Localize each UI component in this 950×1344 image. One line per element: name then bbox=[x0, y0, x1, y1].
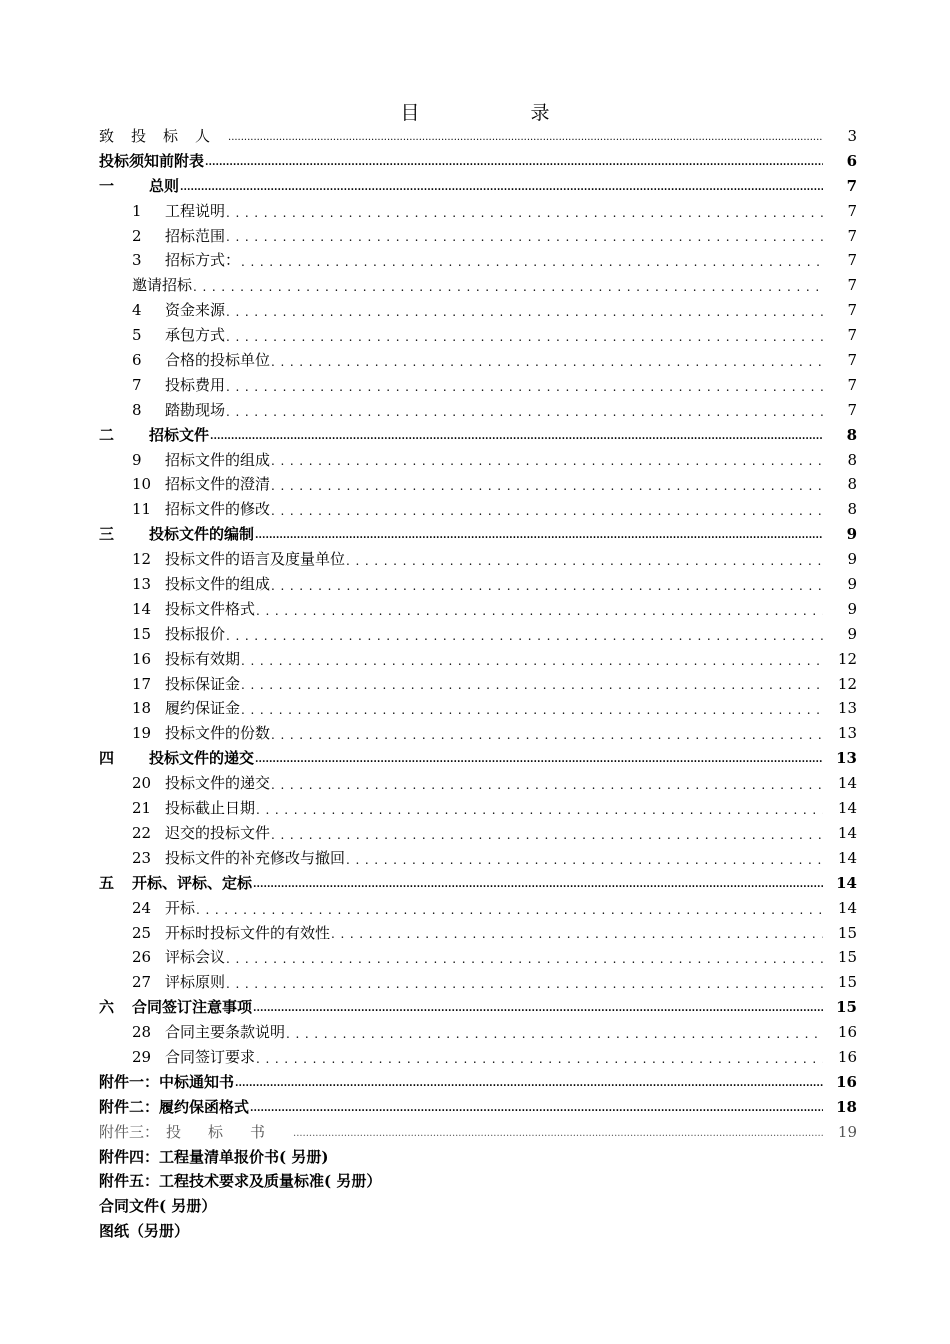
toc-entry-text bbox=[132, 448, 270, 473]
toc-page-number: 15 bbox=[836, 998, 857, 1017]
toc-page-number: 8 bbox=[846, 425, 857, 444]
toc-page-number: 9 bbox=[847, 624, 857, 643]
toc-entry[interactable] bbox=[99, 572, 857, 597]
toc-entry-text bbox=[99, 1194, 216, 1219]
dot-leader bbox=[241, 672, 823, 697]
dot-leader bbox=[271, 448, 823, 473]
dot-leader bbox=[346, 846, 823, 871]
toc-page-number: 3 bbox=[847, 127, 857, 145]
dot-leader bbox=[271, 721, 823, 746]
toc-entry[interactable] bbox=[99, 1045, 857, 1070]
toc-entry-number: 7 bbox=[132, 375, 142, 394]
dot-leader bbox=[180, 174, 823, 199]
toc-entry[interactable] bbox=[99, 970, 857, 995]
toc-entry-number: 10 bbox=[132, 475, 152, 494]
toc-entry-text bbox=[99, 174, 179, 199]
toc-entry-label: 踏勘现场 bbox=[165, 400, 226, 419]
toc-entry-label: 投标文件的份数 bbox=[165, 724, 271, 743]
toc-entry-label: 招标方式： bbox=[165, 251, 241, 270]
dot-leader bbox=[241, 696, 823, 721]
toc-entry-text bbox=[99, 1070, 234, 1095]
toc-page-number: 6 bbox=[846, 151, 857, 170]
dot-leader bbox=[271, 821, 823, 846]
toc-entry-text bbox=[132, 796, 255, 821]
dot-leader bbox=[271, 771, 823, 796]
toc-entry-text bbox=[132, 672, 240, 697]
toc-entry[interactable] bbox=[99, 124, 857, 149]
toc-entry-text bbox=[99, 1120, 292, 1145]
toc-entry-label: 投标文件的组成 bbox=[165, 575, 271, 594]
toc-entry-label: 致投标人 bbox=[99, 127, 228, 145]
dot-leader bbox=[205, 149, 823, 174]
toc-entry-number: 27 bbox=[132, 973, 152, 992]
toc-page-number: 15 bbox=[837, 923, 857, 942]
toc-page-number: 7 bbox=[847, 201, 857, 220]
toc-entry-text bbox=[132, 846, 345, 871]
toc-entry-text bbox=[132, 273, 192, 298]
toc-entry-number: 5 bbox=[132, 326, 142, 345]
dot-leader bbox=[226, 323, 823, 348]
toc-page-number: 7 bbox=[847, 400, 857, 419]
toc-entry[interactable] bbox=[99, 1145, 857, 1170]
toc-page-number: 9 bbox=[847, 550, 857, 569]
toc-page-number: 14 bbox=[837, 898, 857, 917]
toc-entry-text bbox=[132, 323, 225, 348]
dot-leader bbox=[271, 348, 823, 373]
toc-page-number: 19 bbox=[837, 1122, 857, 1141]
toc-entry-label: 投标保证金 bbox=[165, 674, 241, 693]
toc-entry-text bbox=[132, 896, 195, 921]
toc-entry-text bbox=[132, 547, 345, 572]
toc-entry[interactable] bbox=[99, 945, 857, 970]
toc-entry[interactable] bbox=[99, 796, 857, 821]
toc-entry-number: 五 bbox=[99, 873, 115, 892]
dot-leader bbox=[241, 647, 823, 672]
toc-entry-number: 3 bbox=[132, 251, 142, 270]
toc-entry-label: 投标文件的递交 bbox=[165, 774, 271, 793]
toc-entry[interactable] bbox=[99, 472, 857, 497]
toc-entry-text bbox=[132, 921, 330, 946]
dot-leader bbox=[235, 1070, 823, 1095]
toc-entry-text bbox=[99, 1219, 189, 1244]
toc-entry-label: 迟交的投标文件 bbox=[165, 823, 271, 842]
toc-entry[interactable] bbox=[99, 995, 857, 1020]
toc-entry-text bbox=[132, 622, 225, 647]
toc-entry-label: 投标截止日期 bbox=[165, 799, 256, 818]
toc-page-number: 15 bbox=[837, 973, 857, 992]
toc-entry-text bbox=[99, 124, 227, 149]
toc-entry[interactable] bbox=[99, 896, 857, 921]
toc-entry-number: 11 bbox=[132, 500, 152, 519]
toc-page-number: 9 bbox=[847, 575, 857, 594]
toc-entry-label: 招标范围 bbox=[165, 226, 226, 245]
toc-entry[interactable] bbox=[99, 1120, 857, 1145]
toc-entry-label: 合同签订注意事项 bbox=[132, 998, 253, 1017]
toc-entry-text bbox=[132, 821, 270, 846]
toc-entry[interactable] bbox=[99, 174, 857, 199]
dot-leader bbox=[226, 970, 823, 995]
toc-entry-text bbox=[99, 746, 254, 771]
toc-entry-text bbox=[99, 1169, 381, 1194]
toc-entry-label: 招标文件 bbox=[149, 425, 210, 444]
toc-entry[interactable] bbox=[99, 1169, 857, 1194]
toc-entry-label: 投标须知前附表 bbox=[99, 151, 205, 170]
toc-entry-label: 开标时投标文件的有效性 bbox=[165, 923, 331, 942]
toc-entry-number: 26 bbox=[132, 948, 152, 967]
toc-page-number: 13 bbox=[836, 749, 857, 768]
toc-entry[interactable] bbox=[99, 921, 857, 946]
toc-entry-label: 开标 bbox=[165, 898, 196, 917]
toc-page-number: 15 bbox=[837, 948, 857, 967]
toc-entry-label: 资金来源 bbox=[165, 301, 226, 320]
toc-entry-text bbox=[132, 199, 225, 224]
toc-entry-text bbox=[132, 248, 240, 273]
toc-entry-text bbox=[132, 970, 225, 995]
toc-entry-text bbox=[132, 224, 225, 249]
toc-entry[interactable] bbox=[99, 821, 857, 846]
toc-entry-text bbox=[132, 945, 225, 970]
toc-entry-number: 4 bbox=[132, 301, 142, 320]
toc-page-number: 12 bbox=[837, 649, 857, 668]
toc-entry-number: 22 bbox=[132, 823, 152, 842]
toc-entry-label: 投标文件的语言及度量单位 bbox=[165, 550, 346, 569]
toc-entry[interactable] bbox=[99, 248, 857, 273]
toc-page-number: 16 bbox=[837, 1047, 857, 1066]
toc-entry-label: 招标文件的修改 bbox=[165, 500, 271, 519]
toc-entry-label: 评标会议 bbox=[165, 948, 226, 967]
toc-entry[interactable] bbox=[99, 721, 857, 746]
dot-leader bbox=[226, 224, 823, 249]
toc-entry-label: 合格的投标单位 bbox=[165, 351, 271, 370]
dot-leader bbox=[226, 298, 823, 323]
toc-page-number: 7 bbox=[847, 226, 857, 245]
toc-entry-number: 18 bbox=[132, 699, 152, 718]
toc-entry[interactable] bbox=[99, 871, 857, 896]
toc-entry-number: 16 bbox=[132, 649, 152, 668]
dot-leader bbox=[193, 273, 823, 298]
toc-entry[interactable] bbox=[99, 522, 857, 547]
dot-leader bbox=[226, 373, 823, 398]
dot-leader bbox=[253, 871, 823, 896]
toc-entry-text bbox=[132, 1045, 255, 1070]
toc-entry-label: 附件四：工程量清单报价书( 另册) bbox=[99, 1147, 329, 1166]
toc-page-number: 7 bbox=[847, 351, 857, 370]
dot-leader bbox=[271, 472, 823, 497]
toc-entry-text bbox=[132, 497, 270, 522]
dot-leader bbox=[346, 547, 823, 572]
toc-entry-label: 投标文件的递交 bbox=[149, 749, 255, 768]
toc-entry-label: 投标文件格式 bbox=[165, 599, 256, 618]
toc-entry[interactable] bbox=[99, 398, 857, 423]
toc-entry-text bbox=[132, 721, 270, 746]
toc-entry-label: 附件二：履约保函格式 bbox=[99, 1097, 250, 1116]
dot-leader bbox=[255, 746, 823, 771]
toc-entry-number: 二 bbox=[99, 425, 115, 444]
toc-entry[interactable] bbox=[99, 224, 857, 249]
toc-entry[interactable] bbox=[99, 547, 857, 572]
toc-entry-number: 20 bbox=[132, 774, 152, 793]
toc-page-number: 9 bbox=[846, 525, 857, 544]
toc-entry-text bbox=[99, 149, 204, 174]
toc-page-number: 14 bbox=[836, 873, 857, 892]
table-of-contents bbox=[99, 124, 857, 1244]
toc-entry-label: 合同文件( 另册） bbox=[99, 1197, 217, 1216]
toc-page-number: 14 bbox=[837, 774, 857, 793]
toc-entry[interactable] bbox=[99, 672, 857, 697]
dot-leader bbox=[228, 124, 823, 149]
toc-entry[interactable] bbox=[99, 423, 857, 448]
toc-entry-label: 招标文件的澄清 bbox=[165, 475, 271, 494]
dot-leader bbox=[210, 423, 823, 448]
toc-entry[interactable] bbox=[99, 199, 857, 224]
toc-entry[interactable] bbox=[99, 149, 857, 174]
toc-entry-label: 投标文件的编制 bbox=[149, 525, 255, 544]
toc-entry-number: 8 bbox=[132, 400, 142, 419]
toc-entry-text bbox=[132, 348, 270, 373]
toc-entry-label: 总则 bbox=[149, 176, 180, 195]
toc-entry-label: 招标文件的组成 bbox=[165, 450, 271, 469]
dot-leader bbox=[271, 497, 823, 522]
dot-leader bbox=[271, 572, 823, 597]
toc-entry-number: 一 bbox=[99, 176, 115, 195]
toc-entry[interactable] bbox=[99, 622, 857, 647]
page-title: 目 录 bbox=[400, 102, 596, 124]
toc-entry-number: 14 bbox=[132, 599, 152, 618]
toc-entry-number: 21 bbox=[132, 799, 152, 818]
toc-entry-label: 工程说明 bbox=[165, 201, 226, 220]
toc-entry-number: 13 bbox=[132, 575, 152, 594]
dot-leader bbox=[226, 398, 823, 423]
toc-entry-text bbox=[132, 572, 270, 597]
dot-leader bbox=[196, 896, 823, 921]
toc-entry[interactable] bbox=[99, 298, 857, 323]
toc-entry[interactable] bbox=[99, 1194, 857, 1219]
toc-page-number: 7 bbox=[847, 251, 857, 270]
toc-entry-text bbox=[99, 423, 209, 448]
dot-leader bbox=[331, 921, 823, 946]
toc-entry[interactable] bbox=[99, 1095, 857, 1120]
toc-entry-text bbox=[132, 373, 225, 398]
toc-entry-number: 2 bbox=[132, 226, 142, 245]
toc-entry-label: 附件一：中标通知书 bbox=[99, 1072, 235, 1091]
toc-entry-label: 附件五：工程技术要求及质量标准( 另册） bbox=[99, 1172, 382, 1191]
dot-leader bbox=[256, 796, 823, 821]
dot-leader bbox=[293, 1120, 823, 1145]
toc-entry-label: 投标报价 bbox=[165, 624, 226, 643]
toc-entry-number: 六 bbox=[99, 998, 115, 1017]
toc-entry[interactable] bbox=[99, 597, 857, 622]
toc-entry-label: 投标费用 bbox=[165, 375, 226, 394]
toc-page-number: 7 bbox=[846, 176, 857, 195]
dot-leader bbox=[226, 945, 823, 970]
toc-entry[interactable] bbox=[99, 273, 857, 298]
toc-entry-number: 25 bbox=[132, 923, 152, 942]
toc-page-number: 14 bbox=[837, 799, 857, 818]
toc-entry-number: 四 bbox=[99, 749, 115, 768]
dot-leader bbox=[226, 622, 823, 647]
dot-leader bbox=[256, 597, 823, 622]
toc-entry-number: 6 bbox=[132, 351, 142, 370]
toc-entry-text bbox=[132, 472, 270, 497]
toc-page-number: 8 bbox=[847, 475, 857, 494]
toc-page-number: 16 bbox=[837, 1023, 857, 1042]
dot-leader bbox=[256, 1045, 823, 1070]
toc-entry[interactable] bbox=[99, 771, 857, 796]
toc-entry-text bbox=[132, 1020, 285, 1045]
toc-page-number: 13 bbox=[837, 724, 857, 743]
toc-entry-label: 投标书 bbox=[166, 1122, 293, 1141]
toc-entry-number: 17 bbox=[132, 674, 152, 693]
toc-entry-number: 28 bbox=[132, 1023, 152, 1042]
toc-entry-number: 29 bbox=[132, 1047, 152, 1066]
toc-entry-label: 承包方式 bbox=[165, 326, 226, 345]
toc-entry[interactable] bbox=[99, 348, 857, 373]
toc-entry-label: 图纸（另册） bbox=[99, 1222, 190, 1241]
toc-page-number: 7 bbox=[847, 326, 857, 345]
toc-page-number: 13 bbox=[837, 699, 857, 718]
toc-entry-number: 23 bbox=[132, 848, 152, 867]
toc-entry-number: 12 bbox=[132, 550, 152, 569]
toc-entry[interactable] bbox=[99, 1020, 857, 1045]
toc-entry[interactable] bbox=[99, 497, 857, 522]
toc-entry-text bbox=[99, 1145, 328, 1170]
toc-entry-label: 评标原则 bbox=[165, 973, 226, 992]
dot-leader bbox=[286, 1020, 823, 1045]
toc-entry-label: 合同签订要求 bbox=[165, 1047, 256, 1066]
toc-entry-number: 三 bbox=[99, 525, 115, 544]
toc-page-number: 12 bbox=[837, 674, 857, 693]
dot-leader bbox=[255, 522, 823, 547]
toc-entry-label: 合同主要条款说明 bbox=[165, 1023, 286, 1042]
toc-page-number: 7 bbox=[847, 276, 857, 295]
toc-page-number: 18 bbox=[836, 1097, 857, 1116]
toc-entry-number: 附件三： bbox=[99, 1122, 160, 1141]
toc-entry-label: 开标、评标、定标 bbox=[132, 873, 253, 892]
toc-entry[interactable] bbox=[99, 323, 857, 348]
toc-page-number: 8 bbox=[847, 450, 857, 469]
toc-page-number: 7 bbox=[847, 301, 857, 320]
toc-entry[interactable] bbox=[99, 373, 857, 398]
toc-entry[interactable] bbox=[99, 647, 857, 672]
toc-entry-text bbox=[99, 871, 252, 896]
toc-entry-text bbox=[132, 298, 225, 323]
dot-leader bbox=[250, 1095, 823, 1120]
toc-entry[interactable] bbox=[99, 1219, 857, 1244]
toc-entry-text bbox=[132, 771, 270, 796]
toc-entry-text bbox=[132, 597, 255, 622]
toc-entry[interactable] bbox=[99, 448, 857, 473]
toc-entry-text bbox=[99, 522, 254, 547]
toc-page-number: 7 bbox=[847, 375, 857, 394]
toc-page-number: 14 bbox=[837, 848, 857, 867]
toc-entry[interactable] bbox=[99, 696, 857, 721]
toc-entry-text bbox=[132, 647, 240, 672]
dot-leader bbox=[241, 248, 823, 273]
toc-entry-text bbox=[99, 1095, 249, 1120]
toc-entry-text bbox=[132, 696, 240, 721]
toc-entry-label: 邀请招标 bbox=[132, 276, 193, 295]
toc-entry-number: 24 bbox=[132, 898, 152, 917]
toc-entry-label: 投标有效期 bbox=[165, 649, 241, 668]
toc-entry-number: 19 bbox=[132, 724, 152, 743]
toc-entry-number: 15 bbox=[132, 624, 152, 643]
toc-page-number: 14 bbox=[837, 823, 857, 842]
toc-page-number: 8 bbox=[847, 500, 857, 519]
toc-page-number: 16 bbox=[836, 1072, 857, 1091]
toc-entry[interactable] bbox=[99, 846, 857, 871]
dot-leader bbox=[253, 995, 823, 1020]
toc-entry-label: 履约保证金 bbox=[165, 699, 241, 718]
toc-entry[interactable] bbox=[99, 1070, 857, 1095]
toc-entry[interactable] bbox=[99, 746, 857, 771]
toc-entry-number: 1 bbox=[132, 201, 142, 220]
toc-entry-text bbox=[99, 995, 252, 1020]
toc-page-number: 9 bbox=[847, 599, 857, 618]
toc-entry-text bbox=[132, 398, 225, 423]
dot-leader bbox=[226, 199, 823, 224]
toc-entry-label: 投标文件的补充修改与撤回 bbox=[165, 848, 346, 867]
toc-entry-number: 9 bbox=[132, 450, 142, 469]
